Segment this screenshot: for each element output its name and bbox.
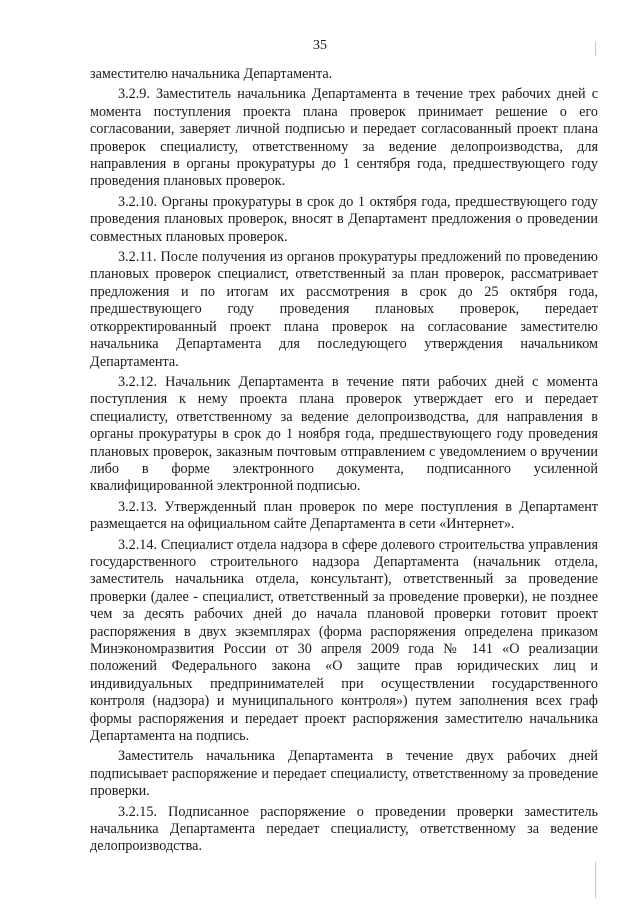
paragraph-3-2-11: 3.2.11. После получения из органов прокуратуры предложений по проведению плановых проверок специалист, ответственный за план проверок, рассматривает предложения и по итогам их рассмотрения в срок до 25 октября года, предшествующего году проведения плановых проверок, передает откорректированный проект плана проверок на согласование заместителю начальника Департамента для последующего утверждения начальником Департамента. [90, 249, 598, 370]
paragraph-3-2-15: 3.2.15. Подписанное распоряжение о проведении проверки заместитель начальника Департамента передает специалисту, ответственному за ведение делопроизводства. [90, 803, 598, 855]
paragraph-continuation: заместителю начальника Департамента. [90, 66, 333, 82]
paragraph-3-2-10: 3.2.10. Органы прокуратуры в срок до 1 октября года, предшествующего году проведения плановых проверок, вносят в Департамент предложения о проведении совместных плановых проверок. [90, 193, 598, 245]
document-body [90, 66, 598, 859]
paragraph-3-2-14: 3.2.14. Специалист отдела надзора в сфере долевого строительства управления государственного строительного надзора Департамента (начальник отдела, заместитель начальника отдела, консультант), ответственный за проведение проверки (далее - специалист, ответственный за проведение проверки), не позднее чем за десять рабочих дней до начала плановой проверки готовит проект распоряжения в двух экземплярах (форма распоряжения определена приказом Минэкономразвития России от 30 апреля 2009 года № 141 «О реализации положений Федерального закона «О защите прав юридических лиц и индивидуальных предпринимателей при осуществлении государственного контроля (надзора) и муниципального контроля») путем заполнения всех граф формы распоряжения и передает проект распоряжения заместителю начальника Департамента на подпись. [90, 536, 598, 745]
paragraph-3-2-12: 3.2.12. Начальник Департамента в течение пяти рабочих дней с момента поступления к нему проекта плана проверок утверждает его и передает специалисту, ответственному за ведение делопроизводства, для направления в органы прокуратуры в срок до 1 ноября года, предшествующего году проведения плановых проверок, заказным почтовым отправлением с уведомлением о вручении либо в форме электронного документа, подписанного усиленной квалифицированной электронной подписью. [90, 373, 598, 495]
scan-edge-mark-bottom [595, 862, 596, 898]
paragraph-3-2-13: 3.2.13. Утвержденный план проверок по мере поступления в Департамент размещается на официальном сайте Департамента в сети «Интернет». [90, 498, 598, 533]
scan-edge-mark-top [595, 42, 596, 56]
paragraph-3-2-9: 3.2.9. Заместитель начальника Департамента в течение трех рабочих дней с момента поступления проекта плана проверок принимает решение о его согласовании, заверяет личной подписью и передает согласованный проект плана проверок специалисту, ответственному за ведение делопроизводства, для направления в органы прокуратуры до 1 сентября года, предшествующего году проведения плановых проверок. [90, 86, 598, 190]
paragraph-deputy-signing: Заместитель начальника Департамента в течение двух рабочих дней подписывает распоряжение и передает специалисту, ответственному за проведение проверки. [90, 748, 598, 800]
page-number: 35 [313, 38, 327, 53]
